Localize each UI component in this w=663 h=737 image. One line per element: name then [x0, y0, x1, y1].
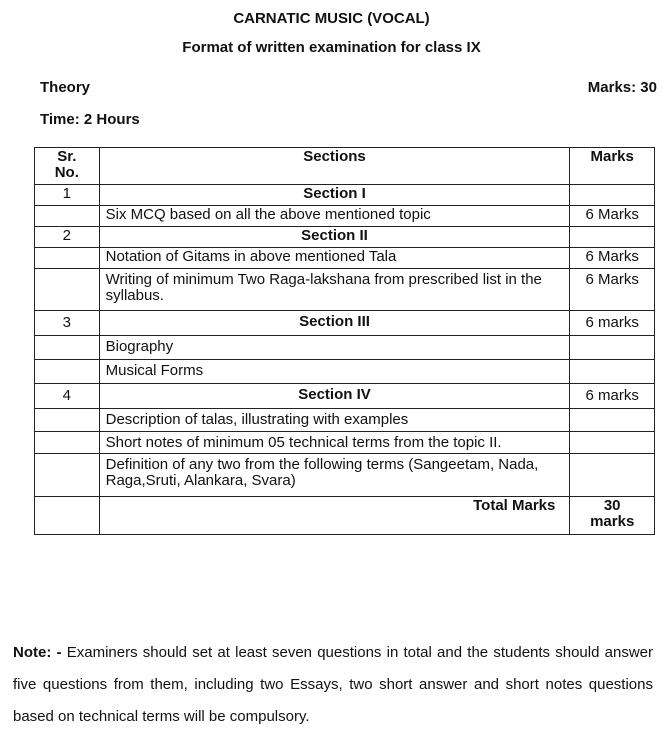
row-marks: [570, 360, 655, 384]
section-heading: Section III: [99, 311, 570, 336]
row-description: Short notes of minimum 05 technical terms from the topic II.: [99, 432, 570, 454]
total-value-line1: 30: [603, 497, 621, 514]
row-description: Writing of minimum Two Raga-lakshana from prescribed list in the syllabus.: [99, 269, 570, 311]
row-marks: 6 Marks: [570, 206, 655, 227]
row-marks: 6 marks: [570, 384, 655, 409]
row-sr-empty: [35, 497, 100, 535]
total-marks-label: Marks: 30: [587, 79, 657, 96]
row-marks: [570, 454, 655, 497]
row-marks: [570, 336, 655, 360]
row-sr: [35, 432, 100, 454]
row-sr: [35, 454, 100, 497]
table-row: [35, 409, 655, 432]
table-row: [35, 311, 655, 336]
theory-label: Theory: [40, 79, 91, 96]
examiner-note: [13, 637, 653, 733]
row-sr: [35, 248, 100, 269]
row-marks: [570, 409, 655, 432]
row-sr: 2: [35, 227, 100, 248]
header-sections: Sections: [99, 148, 570, 185]
row-sr: [35, 409, 100, 432]
row-marks: [570, 432, 655, 454]
total-row: [35, 497, 655, 535]
row-sr: [35, 360, 100, 384]
table-row: [35, 227, 655, 248]
table-row: [35, 336, 655, 360]
row-marks: [570, 185, 655, 206]
row-description: Musical Forms: [99, 360, 570, 384]
row-sr: 3: [35, 311, 100, 336]
section-heading: Section IV: [99, 384, 570, 409]
table-row: [35, 185, 655, 206]
row-marks: 6 Marks: [570, 269, 655, 311]
row-sr: [35, 206, 100, 227]
note-label: Note: -: [13, 644, 62, 661]
header-sr-line1: Sr.: [57, 148, 77, 165]
table-row: [35, 206, 655, 227]
table-row: [35, 269, 655, 311]
header-marks: Marks: [570, 148, 655, 185]
table-header-row: [35, 148, 655, 185]
row-description: Biography: [99, 336, 570, 360]
row-marks: 6 Marks: [570, 248, 655, 269]
table-row: [35, 454, 655, 497]
row-description: Description of talas, illustrating with examples: [99, 409, 570, 432]
row-description: Definition of any two from the following terms (Sangeetam, Nada, Raga,Sruti, Alankara, Svara): [99, 454, 570, 497]
row-sr: 1: [35, 185, 100, 206]
header-sr-no: [35, 148, 100, 185]
header-sr-line2: No.: [54, 164, 79, 181]
row-sr: [35, 269, 100, 311]
page-subtitle: Format of written examination for class IX: [182, 39, 481, 56]
page-title: CARNATIC MUSIC (VOCAL): [233, 10, 430, 27]
row-marks: 6 marks: [570, 311, 655, 336]
table-row: [35, 432, 655, 454]
exam-format-table: [34, 147, 655, 535]
total-marks-label-cell: Total Marks: [99, 497, 570, 535]
time-label: Time: 2 Hours: [40, 111, 140, 128]
note-text: Examiners should set at least seven questions in total and the students should answer five questions from them, including two Essays, two short answer and short notes questions based on technical terms will be compulsory.: [13, 644, 653, 725]
row-sr: 4: [35, 384, 100, 409]
table-row: [35, 248, 655, 269]
table-row: [35, 384, 655, 409]
row-description: Notation of Gitams in above mentioned Tala: [99, 248, 570, 269]
row-description: Six MCQ based on all the above mentioned topic: [99, 206, 570, 227]
table-row: [35, 360, 655, 384]
total-value-line2: marks: [590, 513, 635, 530]
section-heading: Section I: [99, 185, 570, 206]
section-heading: Section II: [99, 227, 570, 248]
row-sr: [35, 336, 100, 360]
total-marks-value: [570, 497, 655, 535]
row-marks: [570, 227, 655, 248]
